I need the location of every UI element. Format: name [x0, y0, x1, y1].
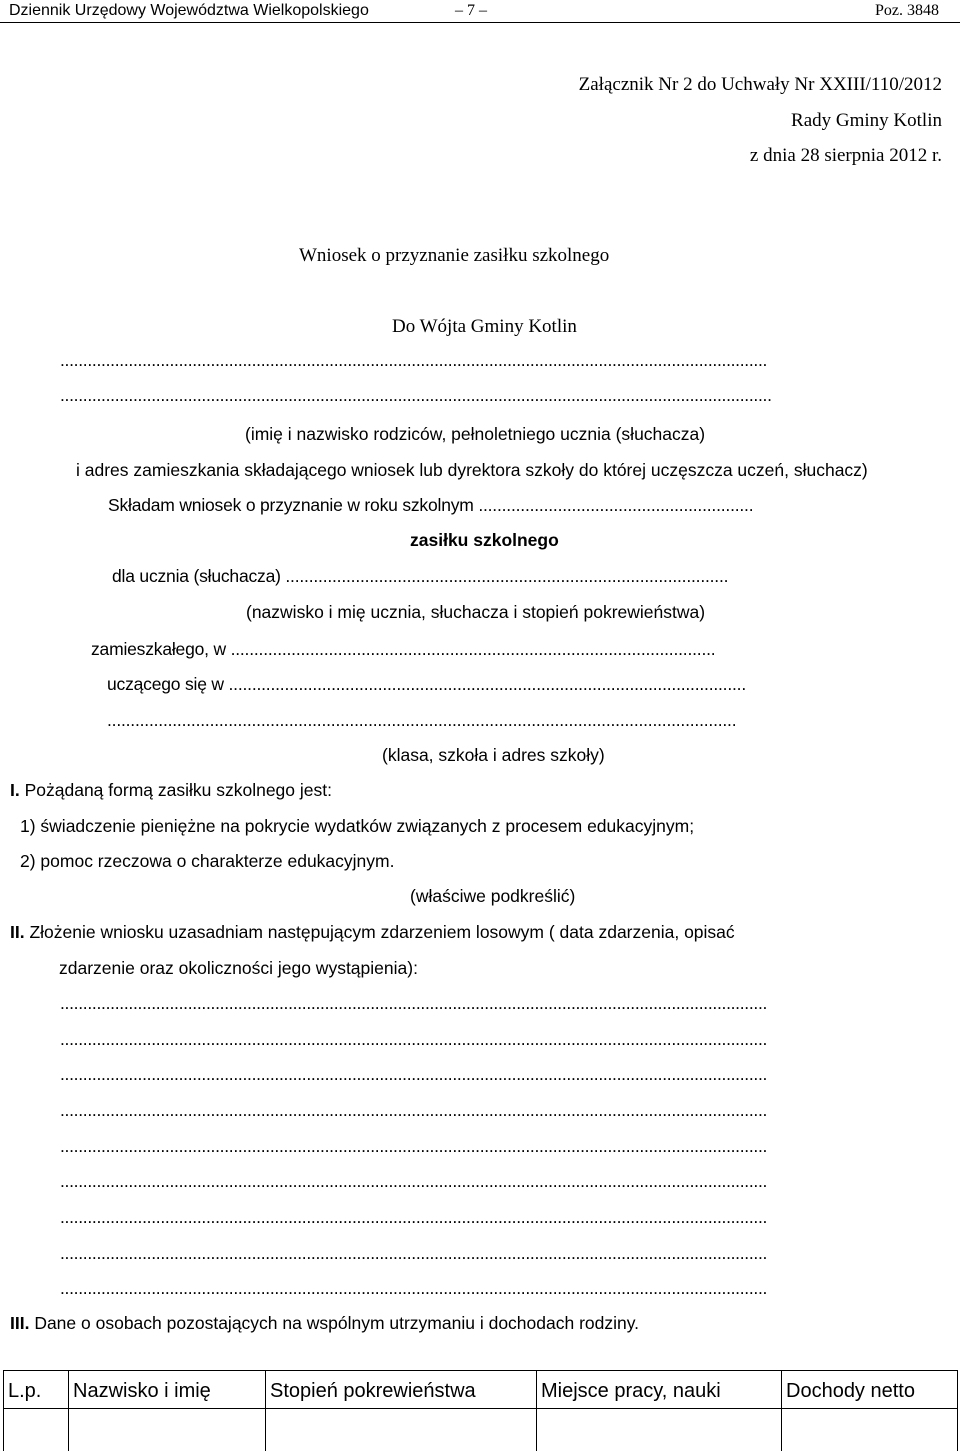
- table-cell[interactable]: [4, 1409, 69, 1451]
- subject-label: zasiłku szkolnego: [410, 530, 559, 551]
- column-header-relation: Stopień pokrewieństwa: [266, 1371, 537, 1409]
- annex-line-2: Rady Gminy Kotlin: [791, 110, 942, 132]
- event-line: ...........................................................................................................................................................: [60, 1243, 767, 1264]
- applicant-caption-2: i adres zamieszkania składającego wniosek lub dyrektora szkoły do której uczęszcza uczeń, słuchacz): [76, 460, 868, 481]
- table-row: [4, 1409, 958, 1451]
- school-caption: (klasa, szkoła i adres szkoły): [382, 745, 605, 766]
- household-members-table: [3, 1370, 958, 1451]
- column-header-workplace: Miejsce pracy, nauki: [537, 1371, 782, 1409]
- event-line: ...........................................................................................................................................................: [60, 993, 767, 1014]
- section-1-text: Pożądaną formą zasiłku szkolnego jest:: [20, 780, 332, 800]
- student-caption: (nazwisko i mię ucznia, słuchacza i stopień pokrewieństwa): [246, 602, 705, 623]
- journal-name: Dziennik Urzędowy Województwa Wielkopolskiego: [9, 2, 369, 20]
- section-3-heading: [10, 1313, 639, 1334]
- table-cell[interactable]: [537, 1409, 782, 1451]
- section-2-heading: [10, 922, 735, 943]
- position-number: Poz. 3848: [875, 2, 939, 20]
- section-2-text-cont: zdarzenie oraz okoliczności jego wystąpienia):: [59, 958, 418, 979]
- annex-line-1: Załącznik Nr 2 do Uchwały Nr XXIII/110/2012: [579, 74, 942, 96]
- document-title: Wniosek o przyznanie zasiłku szkolnego: [299, 245, 609, 267]
- event-line: ...........................................................................................................................................................: [60, 1207, 767, 1228]
- event-line: ...........................................................................................................................................................: [60, 1136, 767, 1157]
- school-year-line: Składam wniosek o przyznanie w roku szkolnym ...........................................................: [108, 495, 753, 516]
- applicant-dots-1: ...........................................................................................................................................................: [60, 350, 767, 371]
- section-1-number: I.: [10, 780, 20, 800]
- school-line: uczącego się w ...............................................................................................................: [107, 674, 746, 695]
- event-line: ...........................................................................................................................................................: [60, 1278, 767, 1299]
- column-header-name: Nazwisko i imię: [69, 1371, 266, 1409]
- residence-line: zamieszkałego, w ........................................................................................................: [91, 639, 715, 660]
- table-cell[interactable]: [782, 1409, 958, 1451]
- table-cell[interactable]: [69, 1409, 266, 1451]
- table-cell[interactable]: [266, 1409, 537, 1451]
- event-line: ...........................................................................................................................................................: [60, 1029, 767, 1050]
- column-header-lp: L.p.: [4, 1371, 69, 1409]
- section-2-text: Złożenie wniosku uzasadniam następującym zdarzeniem losowym ( data zdarzenia, opisać: [25, 922, 735, 942]
- section-3-number: III.: [10, 1313, 29, 1333]
- section-1-heading: [10, 780, 332, 801]
- section-2-number: II.: [10, 922, 25, 942]
- event-line: ...........................................................................................................................................................: [60, 1064, 767, 1085]
- option-cash: 1) świadczenie pieniężne na pokrycie wydatków związanych z procesem edukacyjnym;: [20, 816, 694, 837]
- column-header-income: Dochody netto: [782, 1371, 958, 1409]
- applicant-dots-2: ............................................................................................................................................................: [60, 385, 772, 406]
- section-3-text: Dane o osobach pozostających na wspólnym utrzymaniu i dochodach rodziny.: [29, 1313, 639, 1333]
- student-line: dla ucznia (słuchacza) ...............................................................................................: [112, 566, 728, 587]
- event-line: ...........................................................................................................................................................: [60, 1100, 767, 1121]
- table-header-row: [4, 1371, 958, 1409]
- applicant-caption-1: (imię i nazwisko rodziców, pełnoletniego ucznia (słuchacza): [245, 424, 705, 445]
- addressee: Do Wójta Gminy Kotlin: [392, 316, 577, 338]
- underline-note: (właściwe podkreślić): [410, 886, 575, 907]
- page-number: – 7 –: [455, 2, 487, 20]
- annex-line-3: z dnia 28 sierpnia 2012 r.: [750, 145, 942, 167]
- event-line: ...........................................................................................................................................................: [60, 1171, 767, 1192]
- school-line-2: .......................................................................................................................................: [107, 710, 736, 731]
- option-in-kind: 2) pomoc rzeczowa o charakterze edukacyjnym.: [20, 851, 394, 872]
